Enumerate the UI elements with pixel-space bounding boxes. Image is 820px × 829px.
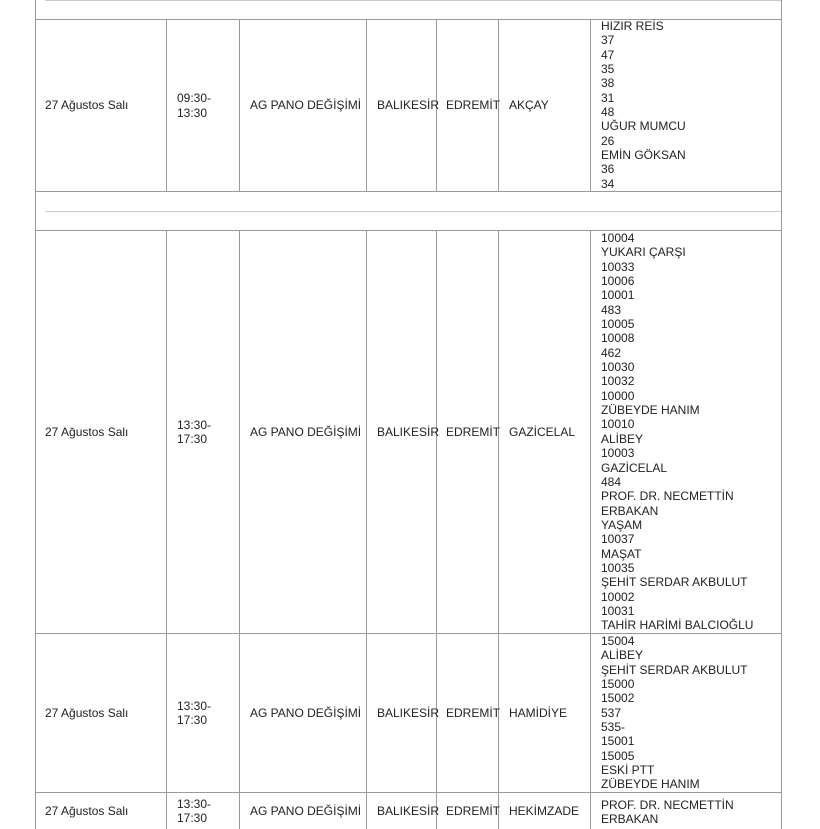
- list-item: 10008: [601, 331, 635, 346]
- time-end: 13:30: [177, 105, 208, 120]
- list-item: 15002: [601, 691, 635, 706]
- list-item: 10037: [601, 532, 635, 547]
- list-item: 10032: [601, 374, 635, 389]
- district-cell: EDREMİT: [446, 803, 500, 818]
- time-cell: [177, 793, 211, 829]
- list-item: 15001: [601, 734, 635, 749]
- list-item: 47: [601, 47, 615, 62]
- time-cell: [177, 20, 211, 191]
- time-end: 17:30: [177, 432, 208, 446]
- street-list: [601, 798, 734, 827]
- time-start: 13:30-: [177, 417, 212, 432]
- list-item: GAZİCELAL: [601, 460, 668, 475]
- province-cell: BALIKESİR: [377, 424, 440, 439]
- neighborhood-cell: HAMİDİYE: [509, 705, 568, 720]
- neighborhood-cell: GAZİCELAL: [509, 424, 576, 439]
- street-list: [601, 634, 747, 792]
- list-item: ŞEHİT SERDAR AKBULUT: [601, 662, 748, 677]
- district-cell: EDREMİT: [446, 98, 500, 113]
- work-type-cell: AG PANO DEĞİŞİMİ: [250, 424, 362, 439]
- list-item: HIZIR REİS: [601, 19, 664, 33]
- list-item: 10010: [601, 417, 635, 432]
- time-start: 13:30-: [177, 698, 212, 713]
- list-item: 462: [601, 345, 622, 360]
- list-item: EMİN GÖKSAN: [601, 148, 686, 163]
- list-item: 10002: [601, 589, 635, 604]
- list-item: ALİBEY: [601, 648, 644, 663]
- date-cell: 27 Ağustos Salı: [45, 98, 129, 113]
- list-item: 37: [601, 33, 615, 48]
- list-item: 10001: [601, 288, 635, 303]
- list-item: 10033: [601, 259, 635, 274]
- list-item: 10004: [601, 231, 635, 245]
- list-item: YAŞAM: [601, 517, 643, 532]
- district-cell: EDREMİT: [446, 705, 500, 720]
- list-item: TAHİR HARİMİ BALCIOĞLU: [601, 618, 754, 633]
- list-item: 484: [601, 474, 622, 489]
- time-start: 13:30-: [177, 796, 212, 811]
- list-item: 34: [601, 176, 615, 191]
- list-item: 10005: [601, 317, 635, 332]
- list-item: ZÜBEYDE HANIM: [601, 403, 700, 418]
- date-cell: 27 Ağustos Salı: [45, 424, 129, 439]
- list-item: ESKİ PTT: [601, 763, 655, 778]
- list-item: 10003: [601, 446, 635, 461]
- list-item: ERBAKAN: [601, 812, 659, 827]
- work-type-cell: AG PANO DEĞİŞİMİ: [250, 803, 362, 818]
- list-item: 483: [601, 302, 622, 317]
- list-item: 10035: [601, 560, 635, 575]
- list-item: ERBAKAN: [601, 503, 659, 518]
- list-item: 10030: [601, 360, 635, 375]
- district-cell: EDREMİT: [446, 424, 500, 439]
- list-item: 535-: [601, 720, 626, 735]
- time-start: 09:30-: [177, 91, 212, 106]
- province-cell: BALIKESİR: [377, 803, 440, 818]
- list-item: 31: [601, 90, 615, 105]
- time-end: 17:30: [177, 713, 208, 727]
- list-item: PROF. DR. NECMETTİN: [601, 798, 734, 812]
- list-item: 15004: [601, 634, 635, 648]
- neighborhood-cell: AKÇAY: [509, 98, 549, 113]
- list-item: ŞEHİT SERDAR AKBULUT: [601, 575, 748, 590]
- list-item: MAŞAT: [601, 546, 642, 561]
- date-cell: 27 Ağustos Salı: [45, 705, 129, 720]
- list-item: 15005: [601, 748, 635, 763]
- date-cell: 27 Ağustos Salı: [45, 803, 129, 818]
- time-cell: [177, 634, 211, 792]
- list-item: YUKARI ÇARŞI: [601, 245, 686, 260]
- list-item: 36: [601, 162, 615, 177]
- neighborhood-cell: HEKİMZADE: [509, 803, 580, 818]
- list-item: 15000: [601, 677, 635, 692]
- list-item: ALİBEY: [601, 431, 644, 446]
- work-type-cell: AG PANO DEĞİŞİMİ: [250, 98, 362, 113]
- province-cell: BALIKESİR: [377, 705, 440, 720]
- list-item: 537: [601, 705, 622, 720]
- list-item: UĞUR MUMCU: [601, 119, 686, 134]
- time-cell: [177, 231, 211, 633]
- list-item: 26: [601, 133, 615, 148]
- list-item: 10000: [601, 388, 635, 403]
- list-item: 38: [601, 76, 615, 91]
- list-item: 10031: [601, 603, 635, 618]
- province-cell: BALIKESİR: [377, 98, 440, 113]
- time-end: 17:30: [177, 811, 208, 825]
- work-type-cell: AG PANO DEĞİŞİMİ: [250, 705, 362, 720]
- list-item: 10006: [601, 274, 635, 289]
- street-list: [601, 19, 686, 191]
- list-item: 48: [601, 105, 615, 120]
- list-item: PROF. DR. NECMETTİN: [601, 489, 734, 504]
- street-list: [601, 231, 753, 633]
- list-item: ZÜBEYDE HANIM: [601, 777, 700, 792]
- list-item: 35: [601, 62, 615, 77]
